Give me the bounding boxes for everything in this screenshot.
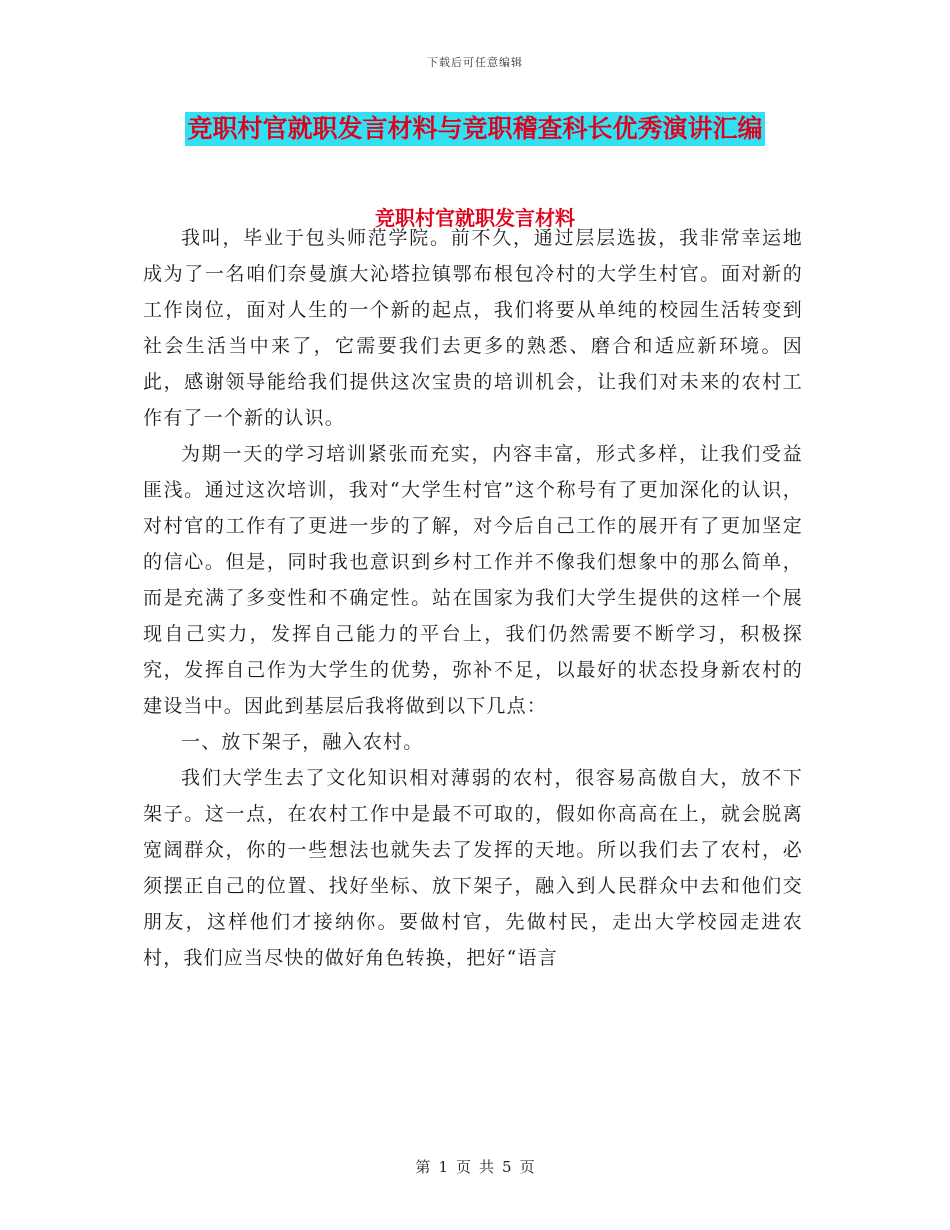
header-note: 下载后可任意编辑: [427, 56, 523, 69]
main-title: 竞职村官就职发言材料与竞职稽查科长优秀演讲汇编: [185, 112, 764, 146]
page-footer: [0, 1156, 950, 1177]
total-label: 共: [479, 1158, 495, 1176]
paragraph: 我叫，毕业于包头师范学院。前不久，通过层层选拔，我非常幸运地成为了一名咱们奈曼旗大沁塔拉镇鄂布根包冷村的大学生村官。面对新的工作岗位，面对人生的一个新的起点，我们将要从单纯的校园生活转变到社会生活当中来了，它需要我们去更多的熟悉、磨合和适应新环境。因此，感谢领导能给我们提供这次宝贵的培训机会，让我们对未来的农村工作有了一个新的认识。: [143, 227, 803, 429]
page-label-mid: 页: [455, 1158, 471, 1176]
page-label-suffix: 页: [519, 1158, 535, 1176]
current-page-number: 1: [438, 1158, 448, 1176]
section-title: 竞职村官就职发言材料: [375, 206, 575, 230]
paragraph: 我们大学生去了文化知识相对薄弱的农村，很容易高傲自大，放不下架子。这一点，在农村工作中是最不可取的，假如你高高在上，就会脱离宽阔群众，你的一些想法也就失去了发挥的天地。所以我们去了农村，必须摆正自己的位置、找好坐标、放下架子，融入到人民群众中去和他们交朋友，这样他们才接纳你。要做村官，先做村民，走出大学校园走进农村，我们应当尽快的做好角色转换，把好“语言: [143, 767, 803, 969]
paragraph: 为期一天的学习培训紧张而充实，内容丰富，形式多样，让我们受益匪浅。通过这次培训，我对“大学生村官”这个称号有了更加深化的认识，对村官的工作有了更进一步的了解，对今后自己工作的展开有了更加坚定的信心。但是，同时我也意识到乡村工作并不像我们想象中的那么简单，而是充满了多变性和不确定性。站在国家为我们大学生提供的这样一个展现自己实力，发挥自己能力的平台上，我们仍然需要不断学习，积极探究，发挥自己作为大学生的优势，弥补不足，以最好的状态投身新农村的建设当中。因此到基层后我将做到以下几点：: [143, 443, 803, 717]
document-body: [143, 220, 803, 976]
total-pages-number: 5: [502, 1158, 512, 1176]
page-label-prefix: 第: [415, 1158, 431, 1176]
main-title-container: [0, 112, 950, 146]
paragraph: 一、放下架子，融入农村。: [181, 731, 424, 753]
